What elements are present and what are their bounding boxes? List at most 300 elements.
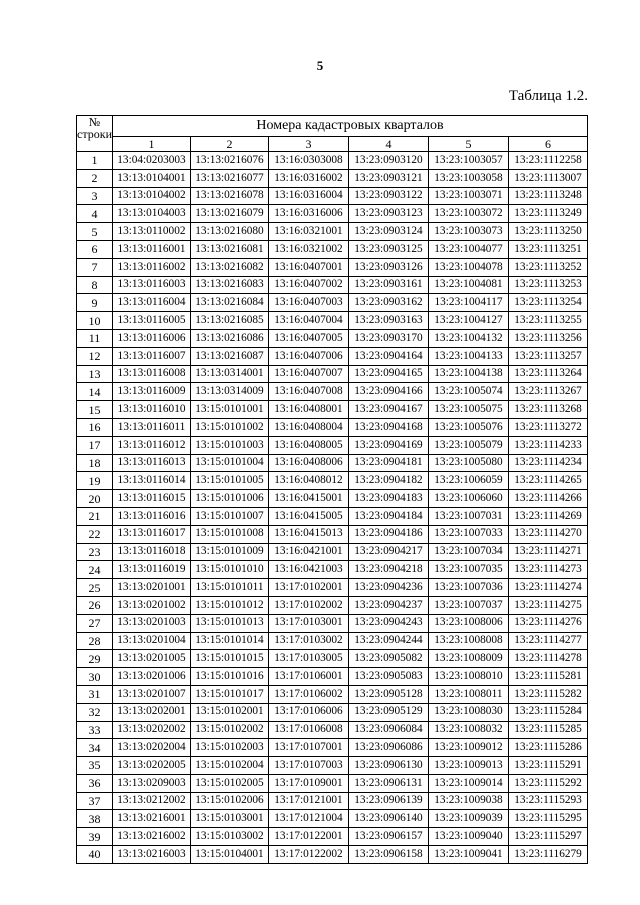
cadastral-number-cell: 13:16:0316002 [269,169,349,187]
cadastral-number-cell: 13:15:0101012 [191,596,269,614]
table-row [77,685,588,703]
cadastral-number-cell: 13:23:1115286 [509,739,588,757]
table-row [77,561,588,579]
row-number-cell: 29 [77,650,113,668]
cadastral-number-cell: 13:23:1114233 [509,436,588,454]
cadastral-number-cell: 13:23:0903122 [349,187,429,205]
cadastral-number-cell: 13:23:0904218 [349,561,429,579]
cadastral-number-cell: 13:15:0102005 [191,774,269,792]
cadastral-number-cell: 13:13:0116003 [113,276,191,294]
column-number-header: 3 [269,137,349,152]
table-group-title: Номера кадастровых кварталов [113,116,588,137]
cadastral-number-cell: 13:23:0904217 [349,543,429,561]
table-row [77,757,588,775]
row-number-cell: 37 [77,792,113,810]
cadastral-number-cell: 13:13:0116004 [113,294,191,312]
cadastral-number-cell: 13:23:1008006 [429,614,509,632]
row-number-cell: 32 [77,703,113,721]
row-number-cell: 20 [77,490,113,508]
cadastral-number-cell: 13:13:0216082 [191,258,269,276]
cadastral-number-cell: 13:23:1113007 [509,169,588,187]
cadastral-number-cell: 13:23:0905128 [349,685,429,703]
cadastral-number-cell: 13:13:0116011 [113,418,191,436]
row-number-header-label: строки [77,127,112,141]
cadastral-number-cell: 13:17:0102002 [269,596,349,614]
cadastral-number-cell: 13:23:0906086 [349,739,429,757]
cadastral-number-cell: 13:15:0101017 [191,685,269,703]
cadastral-number-cell: 13:17:0106008 [269,721,349,739]
row-number-cell: 13 [77,365,113,383]
cadastral-number-cell: 13:16:0408004 [269,418,349,436]
cadastral-number-cell: 13:13:0116016 [113,507,191,525]
row-number-cell: 5 [77,223,113,241]
row-number-cell: 19 [77,472,113,490]
cadastral-number-cell: 13:23:0904237 [349,596,429,614]
cadastral-number-cell: 13:16:0407007 [269,365,349,383]
table-row [77,169,588,187]
cadastral-number-cell: 13:23:1004138 [429,365,509,383]
column-number-header: 2 [191,137,269,152]
cadastral-number-cell: 13:16:0408001 [269,401,349,419]
cadastral-number-cell: 13:23:1008009 [429,650,509,668]
table-row [77,365,588,383]
cadastral-number-cell: 13:13:0216076 [191,152,269,170]
cadastral-number-cell: 13:16:0407001 [269,258,349,276]
cadastral-number-cell: 13:23:1009013 [429,757,509,775]
row-number-cell: 31 [77,685,113,703]
cadastral-number-cell: 13:23:1113254 [509,294,588,312]
cadastral-number-cell: 13:13:0314009 [191,383,269,401]
table-row [77,703,588,721]
cadastral-number-cell: 13:16:0408005 [269,436,349,454]
cadastral-number-cell: 13:23:0906131 [349,774,429,792]
table-row [77,507,588,525]
cadastral-number-cell: 13:23:1114234 [509,454,588,472]
table-row [77,152,588,170]
table-row [77,418,588,436]
cadastral-number-cell: 13:13:0314001 [191,365,269,383]
cadastral-number-cell: 13:23:1004127 [429,312,509,330]
cadastral-number-cell: 13:15:0101007 [191,507,269,525]
cadastral-number-cell: 13:23:1005080 [429,454,509,472]
cadastral-number-cell: 13:23:1115297 [509,828,588,846]
cadastral-number-cell: 13:23:1114276 [509,614,588,632]
cadastral-number-cell: 13:23:1004117 [429,294,509,312]
cadastral-number-cell: 13:23:0904167 [349,401,429,419]
cadastral-number-cell: 13:16:0407006 [269,347,349,365]
cadastral-number-cell: 13:23:1116279 [509,846,588,864]
cadastral-number-cell: 13:23:1113250 [509,223,588,241]
cadastral-number-cell: 13:13:0202002 [113,721,191,739]
cadastral-number-cell: 13:13:0116001 [113,240,191,258]
cadastral-number-cell: 13:13:0201005 [113,650,191,668]
cadastral-number-cell: 13:13:0116014 [113,472,191,490]
cadastral-number-cell: 13:23:0905083 [349,668,429,686]
table-row [77,312,588,330]
cadastral-number-cell: 13:23:1008030 [429,703,509,721]
cadastral-number-cell: 13:16:0408006 [269,454,349,472]
cadastral-number-cell: 13:13:0201004 [113,632,191,650]
cadastral-number-cell: 13:23:1114271 [509,543,588,561]
row-number-cell: 11 [77,329,113,347]
page-number: 5 [316,58,324,73]
cadastral-number-cell: 13:13:0116009 [113,383,191,401]
cadastral-number-cell: 13:13:0116017 [113,525,191,543]
cadastral-number-cell: 13:13:0216077 [191,169,269,187]
cadastral-number-cell: 13:23:1114269 [509,507,588,525]
cadastral-number-cell: 13:16:0421003 [269,561,349,579]
cadastral-number-cell: 13:23:0903124 [349,223,429,241]
cadastral-number-cell: 13:23:0904182 [349,472,429,490]
cadastral-number-cell: 13:16:0408012 [269,472,349,490]
cadastral-number-cell: 13:23:1005076 [429,418,509,436]
row-number-cell: 18 [77,454,113,472]
cadastral-number-cell: 13:15:0101004 [191,454,269,472]
cadastral-number-cell: 13:23:1113267 [509,383,588,401]
table-row [77,596,588,614]
cadastral-number-cell: 13:23:1007034 [429,543,509,561]
cadastral-number-cell: 13:23:1113248 [509,187,588,205]
cadastral-number-cell: 13:23:1003072 [429,205,509,223]
cadastral-number-cell: 13:15:0104001 [191,846,269,864]
row-number-cell: 38 [77,810,113,828]
cadastral-number-cell: 13:23:0904164 [349,347,429,365]
cadastral-number-cell: 13:15:0101008 [191,525,269,543]
table-row [77,828,588,846]
table-row [77,490,588,508]
row-number-cell: 34 [77,739,113,757]
row-number-cell: 2 [77,169,113,187]
cadastral-number-cell: 13:23:1115293 [509,792,588,810]
cadastral-number-cell: 13:23:1114265 [509,472,588,490]
cadastral-number-cell: 13:23:1114266 [509,490,588,508]
row-number-cell: 16 [77,418,113,436]
cadastral-number-cell: 13:23:1007033 [429,525,509,543]
cadastral-number-cell: 13:17:0107001 [269,739,349,757]
row-number-cell: 15 [77,401,113,419]
row-number-cell: 39 [77,828,113,846]
table-row [77,223,588,241]
cadastral-number-cell: 13:23:0903170 [349,329,429,347]
cadastral-number-cell: 13:17:0103005 [269,650,349,668]
cadastral-number-cell: 13:23:1003071 [429,187,509,205]
cadastral-number-cell: 13:23:1005079 [429,436,509,454]
row-number-header-symbol: № [88,115,101,129]
cadastral-number-cell: 13:13:0104002 [113,187,191,205]
cadastral-number-cell: 13:13:0116010 [113,401,191,419]
row-number-cell: 17 [77,436,113,454]
cadastral-number-cell: 13:16:0407002 [269,276,349,294]
row-number-cell: 14 [77,383,113,401]
cadastral-number-cell: 13:17:0106006 [269,703,349,721]
cadastral-number-cell: 13:17:0122002 [269,846,349,864]
cadastral-number-cell: 13:23:0905082 [349,650,429,668]
row-number-cell: 24 [77,561,113,579]
row-number-cell: 33 [77,721,113,739]
cadastral-number-cell: 13:23:1009039 [429,810,509,828]
column-number-header: 5 [429,137,509,152]
cadastral-number-cell: 13:23:1003058 [429,169,509,187]
cadastral-number-cell: 13:16:0407004 [269,312,349,330]
cadastral-number-cell: 13:23:1113255 [509,312,588,330]
cadastral-number-cell: 13:15:0101010 [191,561,269,579]
cadastral-number-cell: 13:16:0421001 [269,543,349,561]
cadastral-number-cell: 13:15:0102002 [191,721,269,739]
cadastral-number-cell: 13:23:1113264 [509,365,588,383]
cadastral-number-cell: 13:13:0104001 [113,169,191,187]
cadastral-number-cell: 13:13:0201006 [113,668,191,686]
cadastral-number-cell: 13:15:0101014 [191,632,269,650]
cadastral-number-cell: 13:23:0904236 [349,579,429,597]
cadastral-number-cell: 13:23:0904166 [349,383,429,401]
table-row [77,543,588,561]
cadastral-number-cell: 13:23:1006059 [429,472,509,490]
cadastral-number-cell: 13:23:1113268 [509,401,588,419]
row-number-cell: 21 [77,507,113,525]
cadastral-number-cell: 13:17:0106001 [269,668,349,686]
cadastral-number-cell: 13:23:1114278 [509,650,588,668]
cadastral-number-cell: 13:13:0201002 [113,596,191,614]
cadastral-number-cell: 13:23:1009041 [429,846,509,864]
cadastral-number-cell: 13:13:0202004 [113,739,191,757]
cadastral-number-cell: 13:23:1113253 [509,276,588,294]
cadastral-number-cell: 13:13:0116015 [113,490,191,508]
cadastral-number-cell: 13:13:0201007 [113,685,191,703]
cadastral-number-cell: 13:23:1114273 [509,561,588,579]
column-number-header: 4 [349,137,429,152]
cadastral-number-cell: 13:13:0216085 [191,312,269,330]
cadastral-number-cell: 13:23:1113249 [509,205,588,223]
cadastral-number-cell: 13:23:0903162 [349,294,429,312]
cadastral-number-cell: 13:23:1112258 [509,152,588,170]
cadastral-number-cell: 13:23:0903163 [349,312,429,330]
cadastral-number-cell: 13:17:0103002 [269,632,349,650]
cadastral-number-cell: 13:16:0316006 [269,205,349,223]
cadastral-number-cell: 13:23:0904183 [349,490,429,508]
cadastral-number-cell: 13:23:1113272 [509,418,588,436]
cadastral-number-cell: 13:23:1009012 [429,739,509,757]
table-row [77,205,588,223]
row-number-cell: 23 [77,543,113,561]
cadastral-number-cell: 13:15:0102001 [191,703,269,721]
cadastral-number-cell: 13:23:1113252 [509,258,588,276]
cadastral-number-cell: 13:13:0216081 [191,240,269,258]
cadastral-number-cell: 13:23:1115291 [509,757,588,775]
cadastral-number-cell: 13:17:0106002 [269,685,349,703]
cadastral-number-cell: 13:13:0116007 [113,347,191,365]
cadastral-number-cell: 13:23:1008008 [429,632,509,650]
column-number-header: 6 [509,137,588,152]
cadastral-number-cell: 13:23:1113251 [509,240,588,258]
row-number-cell: 35 [77,757,113,775]
cadastral-number-cell: 13:23:0904244 [349,632,429,650]
cadastral-number-cell: 13:23:0906130 [349,757,429,775]
cadastral-number-cell: 13:15:0101013 [191,614,269,632]
table-row [77,436,588,454]
table-row [77,401,588,419]
cadastral-number-cell: 13:13:0216087 [191,347,269,365]
cadastral-number-cell: 13:23:1004078 [429,258,509,276]
cadastral-number-cell: 13:23:1005074 [429,383,509,401]
cadastral-number-cell: 13:15:0102003 [191,739,269,757]
cadastral-number-cell: 13:23:1004077 [429,240,509,258]
cadastral-number-cell: 13:23:0904243 [349,614,429,632]
cadastral-number-cell: 13:15:0101016 [191,668,269,686]
row-number-cell: 7 [77,258,113,276]
cadastral-number-cell: 13:23:0903126 [349,258,429,276]
cadastral-table [76,115,588,864]
cadastral-number-cell: 13:16:0415005 [269,507,349,525]
column-number-header: 1 [113,137,191,152]
cadastral-number-cell: 13:23:0906140 [349,810,429,828]
cadastral-number-cell: 13:17:0109001 [269,774,349,792]
cadastral-number-cell: 13:23:1005075 [429,401,509,419]
cadastral-number-cell: 13:23:1114277 [509,632,588,650]
cadastral-number-cell: 13:13:0116018 [113,543,191,561]
cadastral-number-cell: 13:23:1114270 [509,525,588,543]
table-row [77,454,588,472]
cadastral-number-cell: 13:23:0906139 [349,792,429,810]
cadastral-number-cell: 13:23:1115295 [509,810,588,828]
cadastral-number-cell: 13:23:1004081 [429,276,509,294]
row-number-cell: 3 [77,187,113,205]
cadastral-number-cell: 13:13:0116006 [113,329,191,347]
table-row [77,294,588,312]
cadastral-number-cell: 13:23:1115284 [509,703,588,721]
table-row [77,258,588,276]
cadastral-number-cell: 13:23:0906157 [349,828,429,846]
row-number-cell: 27 [77,614,113,632]
cadastral-number-cell: 13:13:0110002 [113,223,191,241]
cadastral-number-cell: 13:15:0102004 [191,757,269,775]
cadastral-number-cell: 13:23:1115281 [509,668,588,686]
cadastral-number-cell: 13:17:0121001 [269,792,349,810]
cadastral-number-cell: 13:23:1115285 [509,721,588,739]
row-number-header [77,116,113,152]
cadastral-number-cell: 13:23:0904184 [349,507,429,525]
cadastral-number-cell: 13:23:1007036 [429,579,509,597]
table-row [77,792,588,810]
cadastral-number-cell: 13:23:1008032 [429,721,509,739]
cadastral-number-cell: 13:15:0101001 [191,401,269,419]
row-number-cell: 25 [77,579,113,597]
cadastral-number-cell: 13:23:1004132 [429,329,509,347]
cadastral-number-cell: 13:13:0209003 [113,774,191,792]
row-number-cell: 12 [77,347,113,365]
table-row [77,472,588,490]
cadastral-number-cell: 13:13:0116008 [113,365,191,383]
cadastral-number-cell: 13:16:0407008 [269,383,349,401]
table-caption: Таблица 1.2. [508,88,588,104]
cadastral-number-cell: 13:15:0101006 [191,490,269,508]
cadastral-number-cell: 13:13:0116013 [113,454,191,472]
cadastral-number-cell: 13:16:0407003 [269,294,349,312]
row-number-cell: 9 [77,294,113,312]
cadastral-number-cell: 13:23:0906158 [349,846,429,864]
cadastral-number-cell: 13:23:0903125 [349,240,429,258]
cadastral-number-cell: 13:23:1003073 [429,223,509,241]
cadastral-number-cell: 13:23:1113256 [509,329,588,347]
cadastral-number-cell: 13:13:0116005 [113,312,191,330]
cadastral-number-cell: 13:13:0116012 [113,436,191,454]
cadastral-number-cell: 13:15:0103001 [191,810,269,828]
cadastral-number-cell: 13:23:1114275 [509,596,588,614]
cadastral-number-cell: 13:13:0202005 [113,757,191,775]
table-row [77,579,588,597]
table-row [77,668,588,686]
table-row [77,632,588,650]
cadastral-number-cell: 13:16:0321002 [269,240,349,258]
cadastral-number-cell: 13:23:1006060 [429,490,509,508]
cadastral-number-cell: 13:15:0101005 [191,472,269,490]
cadastral-number-cell: 13:04:0203003 [113,152,191,170]
row-number-cell: 28 [77,632,113,650]
cadastral-number-cell: 13:15:0101002 [191,418,269,436]
table-row [77,187,588,205]
row-number-cell: 10 [77,312,113,330]
row-number-cell: 22 [77,525,113,543]
cadastral-number-cell: 13:13:0216078 [191,187,269,205]
cadastral-number-cell: 13:23:0904181 [349,454,429,472]
cadastral-number-cell: 13:23:1113257 [509,347,588,365]
cadastral-number-cell: 13:23:0904186 [349,525,429,543]
cadastral-number-cell: 13:17:0121004 [269,810,349,828]
row-number-cell: 30 [77,668,113,686]
cadastral-number-cell: 13:23:0903161 [349,276,429,294]
row-number-cell: 40 [77,846,113,864]
cadastral-number-cell: 13:13:0212002 [113,792,191,810]
cadastral-number-cell: 13:23:1004133 [429,347,509,365]
cadastral-number-cell: 13:16:0415001 [269,490,349,508]
cadastral-number-cell: 13:16:0303008 [269,152,349,170]
cadastral-number-cell: 13:23:0903123 [349,205,429,223]
row-number-cell: 36 [77,774,113,792]
cadastral-number-cell: 13:16:0415013 [269,525,349,543]
table-row [77,525,588,543]
cadastral-number-cell: 13:23:1115292 [509,774,588,792]
cadastral-number-cell: 13:13:0216084 [191,294,269,312]
cadastral-number-cell: 13:15:0101011 [191,579,269,597]
table-row [77,240,588,258]
cadastral-number-cell: 13:13:0216083 [191,276,269,294]
table-row [77,774,588,792]
cadastral-number-cell: 13:23:1007031 [429,507,509,525]
cadastral-number-cell: 13:23:0904168 [349,418,429,436]
table-row [77,846,588,864]
table-row [77,276,588,294]
cadastral-number-cell: 13:23:0904169 [349,436,429,454]
table-row [77,810,588,828]
cadastral-number-cell: 13:16:0321001 [269,223,349,241]
cadastral-number-cell: 13:15:0101015 [191,650,269,668]
cadastral-number-cell: 13:13:0216079 [191,205,269,223]
cadastral-number-cell: 13:13:0202001 [113,703,191,721]
cadastral-number-cell: 13:15:0101009 [191,543,269,561]
cadastral-number-cell: 13:23:1114274 [509,579,588,597]
table-row [77,650,588,668]
cadastral-number-cell: 13:23:0903120 [349,152,429,170]
cadastral-number-cell: 13:23:1007037 [429,596,509,614]
cadastral-number-cell: 13:15:0101003 [191,436,269,454]
cadastral-number-cell: 13:16:0316004 [269,187,349,205]
cadastral-number-cell: 13:13:0116002 [113,258,191,276]
cadastral-number-cell: 13:17:0102001 [269,579,349,597]
cadastral-number-cell: 13:23:1009038 [429,792,509,810]
cadastral-number-cell: 13:15:0102006 [191,792,269,810]
row-number-cell: 26 [77,596,113,614]
row-number-cell: 6 [77,240,113,258]
cadastral-number-cell: 13:13:0201001 [113,579,191,597]
